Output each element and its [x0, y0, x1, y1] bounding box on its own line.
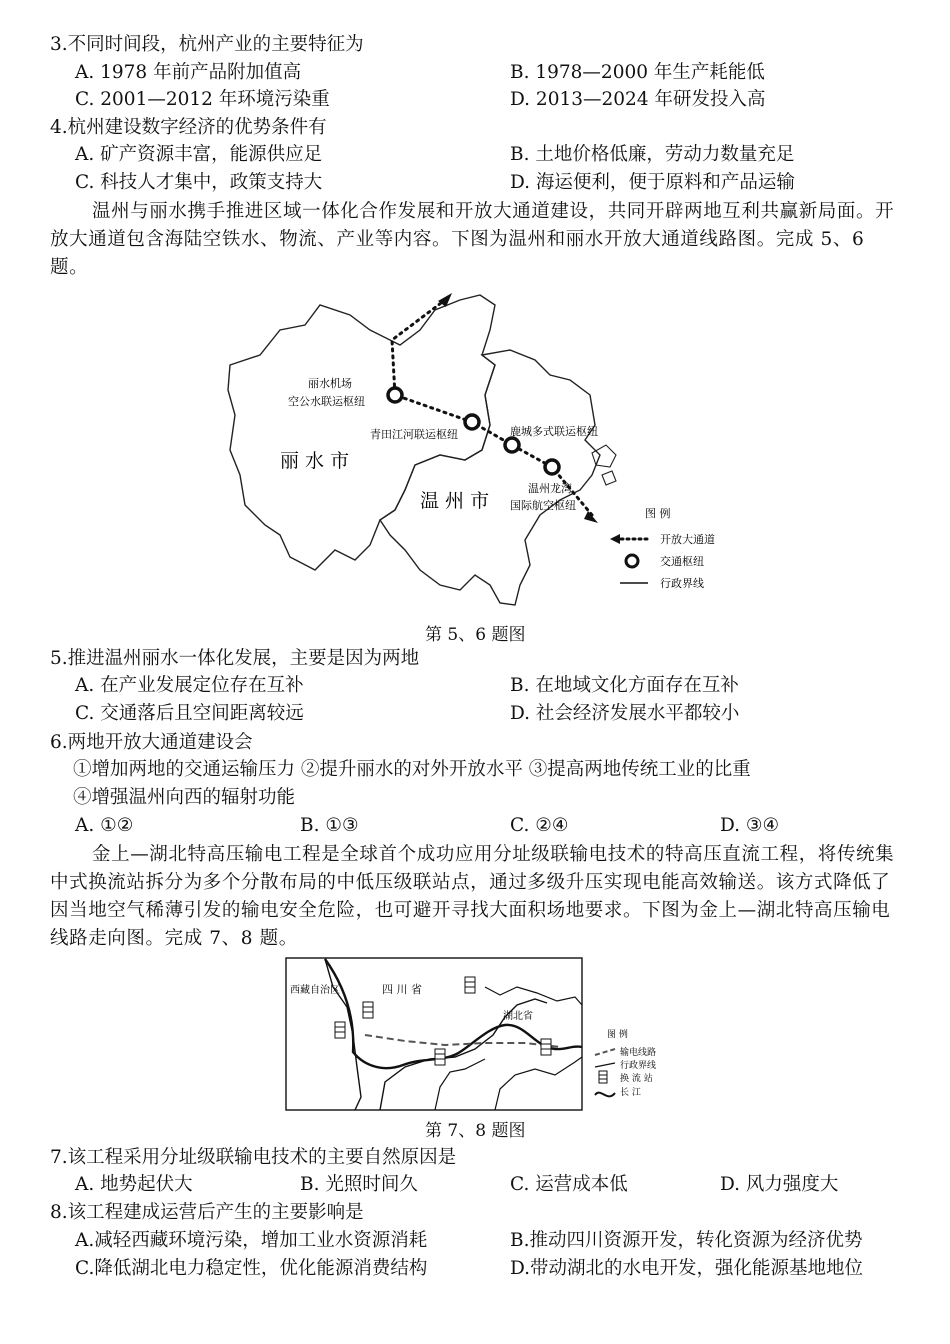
q3-option-c: C. 2001—2012 年环境污染重: [75, 89, 330, 110]
hub-longwan: [545, 460, 559, 474]
q7-option-d: D. 风力强度大: [720, 1174, 839, 1195]
label-hub1-line2: 空公水联运枢纽: [288, 395, 365, 408]
converter-station-1: [335, 1022, 345, 1038]
legend2-boundary-symbol: [595, 1063, 615, 1067]
q8-option-a: A.减轻西藏环境污染，增加工业水资源消耗: [75, 1230, 428, 1251]
q8-option-c: C.降低湖北电力稳定性，优化能源消费结构: [75, 1258, 428, 1279]
map-wenzhou-lishui: [220, 285, 720, 620]
legend2-river-label: 长 江: [620, 1088, 641, 1098]
q5-option-a: A. 在产业发展定位存在互补: [75, 675, 304, 696]
label-hub4-line1: 温州龙湾: [528, 482, 572, 495]
map1-caption: 第 5、6 题图: [425, 625, 526, 645]
label-hub4-line2: 国际航空枢纽: [510, 499, 576, 512]
q4-option-a: A. 矿产资源丰富，能源供应足: [75, 144, 323, 165]
q7-option-b: B. 光照时间久: [300, 1174, 418, 1195]
q4-option-b: B. 土地价格低廉，劳动力数量充足: [510, 144, 795, 165]
q6-option-b: B. ①③: [300, 815, 359, 836]
coastal-island: [602, 471, 616, 485]
legend1-channel-label: 开放大通道: [660, 533, 715, 546]
hub-lucheng: [505, 438, 519, 452]
q7-stem: 7.该工程采用分址级联输电技术的主要自然原因是: [50, 1147, 457, 1168]
q8-option-d: D.带动湖北的水电开发，强化能源基地地位: [510, 1258, 864, 1279]
label-lishui-city: 丽 水 市: [280, 450, 350, 472]
converter-station-3: [435, 1049, 445, 1065]
hub-qingtian: [465, 415, 479, 429]
legend2-boundary-label: 行政界线: [620, 1061, 657, 1071]
coastal-island: [592, 445, 616, 467]
legend2-title: 图 例: [607, 1030, 628, 1040]
q5-option-c: C. 交通落后且空间距离较远: [75, 703, 304, 724]
hub-lishui-airport: [388, 388, 402, 402]
q6-option-a: A. ①②: [75, 815, 134, 836]
passage-wenzhou-lishui: 温州与丽水携手推进区域一体化合作发展和开放大通道建设，共同开辟两地互利共赢新局面。开放大通道包含海陆空铁水、物流、产业等内容。下图为温州和丽水开放大通道线路图。完成 5、6 题。: [50, 201, 895, 278]
q4-stem: 4.杭州建设数字经济的优势条件有: [50, 117, 327, 138]
q5-option-b: B. 在地域文化方面存在互补: [510, 675, 739, 696]
label-wenzhou-city: 温 州 市: [420, 490, 490, 512]
map2-frame: [286, 958, 582, 1110]
q8-option-b: B.推动四川资源开发，转化资源为经济优势: [510, 1230, 863, 1251]
converter-station-5: [541, 1039, 551, 1055]
label-xizang: 西藏自治区: [290, 985, 340, 996]
label-sichuan: 四 川 省: [382, 983, 422, 996]
q6-stem: 6.两地开放大通道建设会: [50, 732, 253, 753]
label-hub2: 青田江河联运枢纽: [370, 428, 458, 441]
label-hub3: 鹿城多式联运枢纽: [510, 425, 598, 438]
map2-caption: 第 7、8 题图: [425, 1121, 526, 1141]
wenzhou-boundary: [380, 350, 600, 605]
q4-option-c: C. 科技人才集中，政策支持大: [75, 172, 323, 193]
legend2-line-label: 输电线路: [620, 1048, 657, 1058]
q6-option-c: C. ②④: [510, 815, 569, 836]
legend1-boundary-label: 行政界线: [660, 577, 704, 590]
converter-station-2: [363, 1002, 373, 1018]
q7-option-a: A. 地势起伏大: [75, 1174, 193, 1195]
legend2-river-symbol: [595, 1093, 615, 1097]
q5-option-d: D. 社会经济发展水平都较小: [510, 703, 740, 724]
q6-items-row2: ④增强温州向西的辐射功能: [73, 787, 296, 808]
q8-stem: 8.该工程建成运营后产生的主要影响是: [50, 1202, 364, 1223]
legend1-hub-label: 交通枢纽: [660, 555, 704, 568]
q3-option-a: A. 1978 年前产品附加值高: [75, 62, 302, 83]
legend1-title: 图 例: [645, 507, 671, 520]
legend2-station-label: 换 流 站: [620, 1074, 653, 1084]
q3-option-d: D. 2013—2024 年研发投入高: [510, 89, 766, 110]
label-hub1-line1: 丽水机场: [308, 377, 352, 390]
label-hubei: 湖北省: [503, 1011, 533, 1022]
q3-option-b: B. 1978—2000 年生产耗能低: [510, 62, 765, 83]
converter-station-4: [465, 977, 475, 993]
legend2-station-symbol: [599, 1071, 607, 1083]
map-uhv-route: [285, 957, 705, 1117]
q3-stem: 3.不同时间段，杭州产业的主要特征为: [50, 34, 364, 55]
q6-option-d: D. ③④: [720, 815, 780, 836]
q4-option-d: D. 海运便利，便于原料和产品运输: [510, 172, 795, 193]
legend1-hub-symbol: [626, 555, 638, 567]
q7-option-c: C. 运营成本低: [510, 1174, 628, 1195]
q6-items-row1: ①增加两地的交通运输压力 ②提升丽水的对外开放水平 ③提高两地传统工业的比重: [73, 759, 751, 780]
legend2-line-symbol: [595, 1049, 615, 1055]
q5-stem: 5.推进温州丽水一体化发展，主要是因为两地: [50, 648, 420, 669]
passage-uhv-project: 金上—湖北特高压输电工程是全球首个成功应用分址级联输电技术的特高压直流工程，将传统集中式换流站拆分为多个分散布局的中低压级联站点，通过多级升压实现电能高效输送。该方式降低了因当地空气稀薄引发的输电安全危险，也可避开寻找大面积场地要求。下图为金上—湖北特高压输电线路走向图。完成 7、8 题。: [50, 844, 895, 949]
